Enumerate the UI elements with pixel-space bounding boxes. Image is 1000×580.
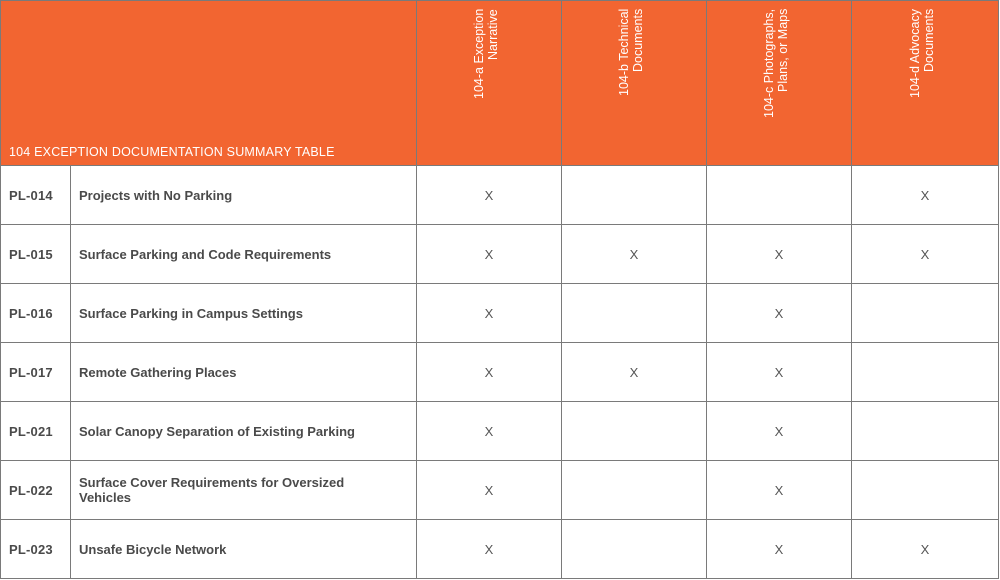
row-title: Solar Canopy Separation of Existing Parking [71, 402, 417, 461]
row-title: Unsafe Bicycle Network [71, 520, 417, 579]
row-code: PL-021 [1, 402, 71, 461]
mark-104b [562, 461, 707, 520]
table-row [1, 520, 999, 579]
mark-104a: X [417, 461, 562, 520]
mark-104a: X [417, 225, 562, 284]
row-title: Projects with No Parking [71, 166, 417, 225]
mark-104a: X [417, 166, 562, 225]
column-header-104b [562, 1, 707, 166]
row-code: PL-016 [1, 284, 71, 343]
row-code: PL-022 [1, 461, 71, 520]
column-header-label: 104-d Advocacy Documents [908, 9, 937, 98]
mark-104d [852, 284, 999, 343]
row-code: PL-015 [1, 225, 71, 284]
mark-104c: X [707, 284, 852, 343]
mark-104b [562, 520, 707, 579]
mark-104a: X [417, 284, 562, 343]
row-code: PL-023 [1, 520, 71, 579]
header-row [1, 1, 999, 166]
mark-104b [562, 402, 707, 461]
column-header-104c [707, 1, 852, 166]
mark-104d: X [852, 520, 999, 579]
column-header-104d [852, 1, 999, 166]
table-row [1, 284, 999, 343]
row-title: Surface Parking and Code Requirements [71, 225, 417, 284]
table-title: 104 EXCEPTION DOCUMENTATION SUMMARY TABLE [1, 1, 417, 166]
mark-104d [852, 402, 999, 461]
mark-104a: X [417, 520, 562, 579]
row-code: PL-017 [1, 343, 71, 402]
table-row [1, 343, 999, 402]
column-header-label: 104-a Exception Narrative [472, 9, 501, 100]
column-header-label: 104-c Photographs, Plans, or Maps [762, 9, 791, 119]
mark-104d: X [852, 225, 999, 284]
mark-104a: X [417, 343, 562, 402]
row-title: Remote Gathering Places [71, 343, 417, 402]
column-header-104a [417, 1, 562, 166]
mark-104d: X [852, 166, 999, 225]
mark-104c: X [707, 520, 852, 579]
column-header-label: 104-b Technical Documents [617, 9, 646, 97]
table-row [1, 402, 999, 461]
row-title: Surface Parking in Campus Settings [71, 284, 417, 343]
mark-104c: X [707, 343, 852, 402]
table-row [1, 166, 999, 225]
table-row [1, 225, 999, 284]
mark-104c: X [707, 402, 852, 461]
mark-104b [562, 284, 707, 343]
mark-104d [852, 461, 999, 520]
mark-104c: X [707, 225, 852, 284]
mark-104a: X [417, 402, 562, 461]
mark-104b: X [562, 225, 707, 284]
mark-104c [707, 166, 852, 225]
row-code: PL-014 [1, 166, 71, 225]
mark-104b: X [562, 343, 707, 402]
mark-104d [852, 343, 999, 402]
mark-104c: X [707, 461, 852, 520]
row-title: Surface Cover Requirements for Oversized Vehicles [71, 461, 417, 520]
table-row [1, 461, 999, 520]
mark-104b [562, 166, 707, 225]
